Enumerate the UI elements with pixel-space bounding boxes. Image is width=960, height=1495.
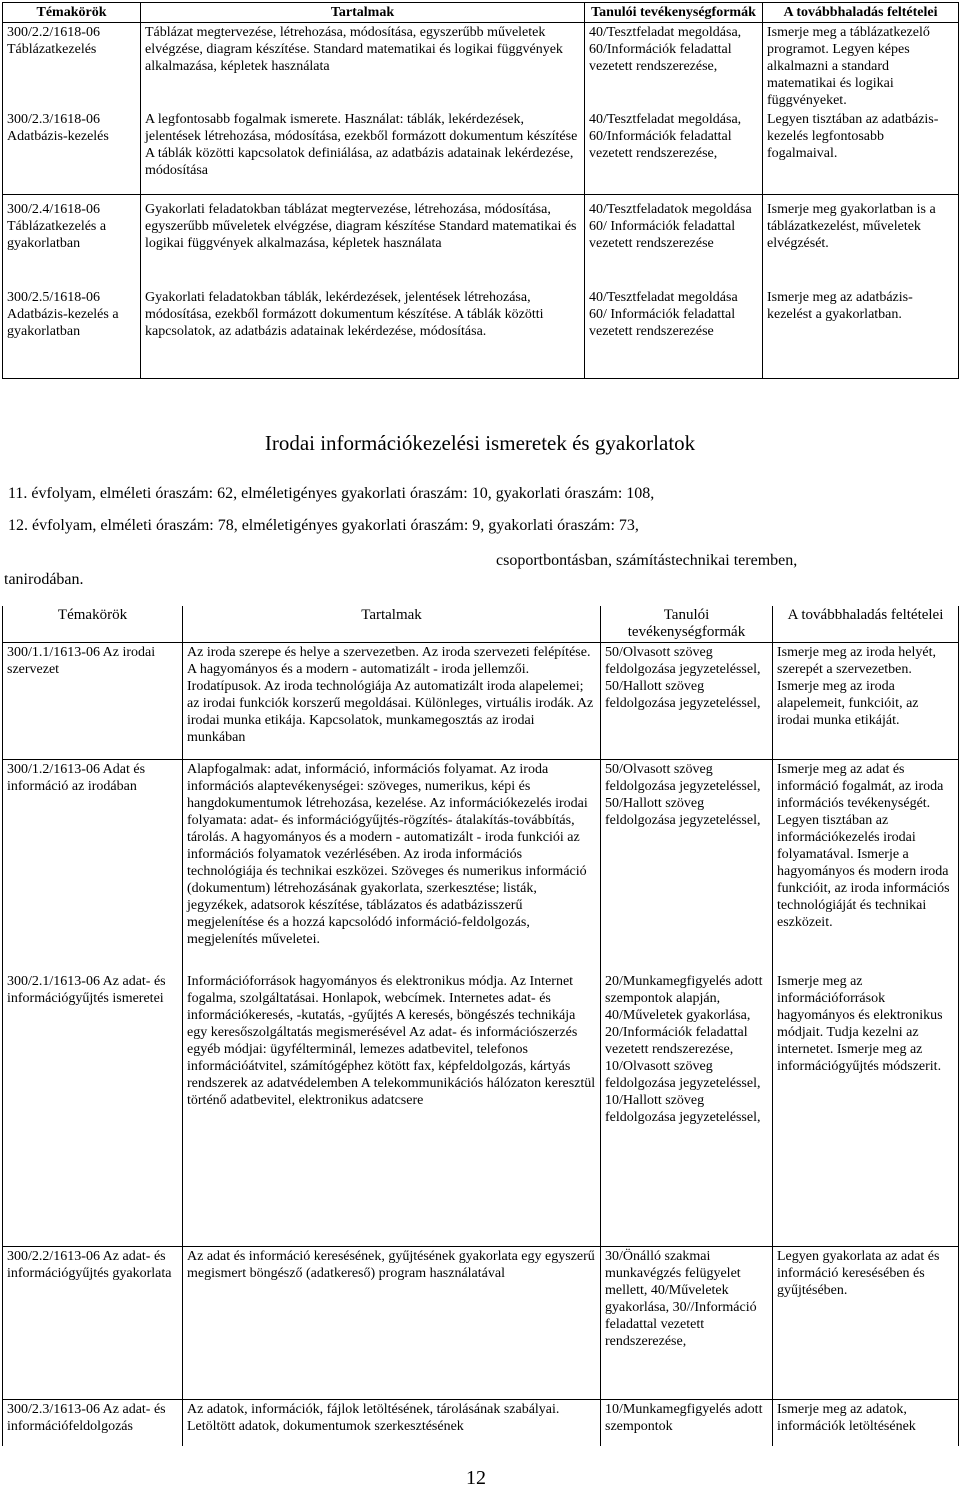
content-cell: A legfontosabb fogalmak ismerete. Használat: táblák, lekérdezések, jelentések létrehozása, módosítása, ezekből formázott dokumentum készítése A táblák közötti kapcsolatok definiálása, az adatbázis adatainak lekérdezése, módosítása	[141, 110, 585, 195]
condition-cell: Legyen tisztában az adatbázis-kezelés legfontosabb fogalmaival.	[763, 110, 959, 195]
table-row	[3, 195, 959, 289]
section-title: Irodai információkezelési ismeretek és gyakorlatok	[264, 431, 696, 455]
grade-12-hours: 12. évfolyam, elméleti óraszám: 78, elméletigényes gyakorlati óraszám: 9, gyakorlati óraszám: 73,	[8, 517, 639, 534]
activity-cell: 50/Olvasott szöveg feldolgozása jegyzeteléssel, 50/Hallott szöveg feldolgozása jegyzeteléssel,	[601, 643, 773, 760]
condition-cell: Ismerje meg az adatok, információk letöltésének	[773, 1400, 959, 1447]
header-activities: Tanulói tevékenységformák	[585, 3, 763, 23]
content-cell: Az adat és információ keresésének, gyűjtésének gyakorlata egy egyszerű megismert böngésző (adatkereső) program használatával	[183, 1247, 601, 1400]
topic-cell: 300/2.4/1618-06 Táblázatkezelés a gyakorlatban	[3, 195, 141, 289]
content-cell: Az adatok, információk, fájlok letöltésének, tárolásának szabályai. Letöltött adatok, dokumentumok szerkesztésének	[183, 1400, 601, 1447]
content-cell: Gyakorlati feladatokban táblázat megtervezése, létrehozása, módosítása, egyszerűbb műveletek elvégzése, diagram készítése Standard matematikai és logikai függvények alkalmazása, képletek használata	[141, 195, 585, 289]
topic-cell: 300/2.2/1618-06 Táblázatkezelés	[3, 23, 141, 111]
activity-cell: 30/Önálló szakmai munkavégzés felügyelet mellett, 40/Műveletek gyakorlása, 30//Információ feladattal vezetett rendszerezése,	[601, 1247, 773, 1400]
header-topics: Témakörök	[3, 3, 141, 23]
topic-cell: 300/2.5/1618-06 Adatbázis-kezelés a gyakorlatban	[3, 288, 141, 379]
condition-cell: Ismerje meg a táblázatkezelő programot. Legyen képes alkalmazni a standard matematikai és logikai függvényeket.	[763, 23, 959, 111]
topic-cell: 300/1.2/1613-06 Adat és információ az irodában	[3, 760, 183, 973]
condition-cell: Ismerje meg az iroda helyét, szerepét a szervezetben. Ismerje meg az iroda alapelemeit, funkcióit, az irodai munka etikáját.	[773, 643, 959, 760]
table-row	[3, 23, 959, 111]
table-row	[3, 1247, 959, 1400]
group-note: csoportbontásban, számítástechnikai teremben,	[496, 552, 798, 569]
header-conditions: A továbbhaladás feltételei	[773, 606, 959, 643]
activity-cell: 40/Tesztfeladat megoldása, 60/Információk feladattal vezetett rendszerezése,	[585, 110, 763, 195]
activity-cell: 10/Munkamegfigyelés adott szempontok	[601, 1400, 773, 1447]
header-contents: Tartalmak	[183, 606, 601, 643]
condition-cell: Ismerje meg az adat és információ fogalmát, az iroda információs tevékenységét. Legyen tisztában az információkezelés irodai folyamatával. Ismerje a hagyományos és modern iroda funkcióit, az iroda információs technológiáját és technikai eszközeit.	[773, 760, 959, 973]
condition-cell: Ismerje meg az információforrások hagyományos és elektronikus módjait. Tudja kezelni az internetet. Ismerje meg az információgyűjtés módszerit.	[773, 972, 959, 1247]
topic-cell: 300/2.3/1613-06 Az adat- és információfeldolgozás	[3, 1400, 183, 1447]
table-header-row	[3, 606, 959, 643]
activity-cell: 40/Tesztfeladat megoldása 60/ Információk feladattal vezetett rendszerezése	[585, 288, 763, 379]
content-cell: Információforrások hagyományos és elektronikus módja. Az Internet fogalma, szolgáltatásai. Honlapok, webcímek. Internetes adat- és információkeresés, -kutatás, -gyűjtés A keresés, böngészés technikája egy keresőszolgáltatás megismerésével Az adat- és információszerzés egyéb módjai: ügyfélterminál, lemezes adatbevitel, telefonos információátvitel, számítógéphez kötött fax, képfeldolgozás, kártyás rendszerek az adatvédelemben A telekommunikációs hálózaton keresztül történő adatbevitel, elektronikus adatcsere	[183, 972, 601, 1247]
grade-11-hours: 11. évfolyam, elméleti óraszám: 62, elméletigényes gyakorlati óraszám: 10, gyakorlati óraszám: 108,	[8, 485, 655, 502]
table-row	[3, 1400, 959, 1447]
page-number: 12	[466, 1467, 486, 1489]
condition-cell: Ismerje meg gyakorlatban is a táblázatkezelést, műveletek elvégzését.	[763, 195, 959, 289]
topic-cell: 300/2.3/1618-06 Adatbázis-kezelés	[3, 110, 141, 195]
content-cell: Gyakorlati feladatokban táblák, lekérdezések, jelentések létrehozása, módosítása, ezekből formázott dokumentum készítése. A táblák közötti kapcsolatok, az adatbázis adatainak lekérdezése, módosítása.	[141, 288, 585, 379]
topic-cell: 300/2.2/1613-06 Az adat- és információgyűjtés gyakorlata	[3, 1247, 183, 1400]
table-header-row	[3, 3, 959, 23]
header-conditions: A továbbhaladás feltételei	[763, 3, 959, 23]
table-row	[3, 760, 959, 973]
school-note: tanirodában.	[4, 571, 84, 588]
topic-cell: 300/2.1/1613-06 Az adat- és információgyűjtés ismeretei	[3, 972, 183, 1247]
header-topics: Témakörök	[3, 606, 183, 643]
curriculum-table-1	[2, 2, 959, 379]
content-cell: Az iroda szerepe és helye a szervezetben. Az iroda szervezeti felépítése. A hagyományos és a modern - automatizált - iroda jellemzői. Irodatípusok. Az iroda technológiája Az automatizált iroda alapelemei; az irodai funkciók korszerű megoldásai. Különleges, virtuális irodák. Az irodai munka etikája. Kapcsolatok, munkamegosztás az irodai munkában	[183, 643, 601, 760]
content-cell: Alapfogalmak: adat, információ, információs folyamat. Az iroda információs alaptevékenységei: szöveges, numerikus, képi és hangdokumentumok létrehozása, kezelése. Az információkezelés irodai folyamata: adat- és információgyűjtés-rögzítés- átalakítás-továbbítás, tárolás. A hagyományos és a modern - automatizált - iroda funkciói az információs folyamatok vezérlésében. Az iroda információs technológiája és technikai eszközei. Szöveges és numerikus információ (dokumentum) létrehozásának gyakorlata, szerkesztése; listák, jegyzékek, adatsorok készítése, táblázatos és adatbázisszerű megjelenítése és a hozzá kapcsolódó információ-feldolgozás, megjelenítés műveletei.	[183, 760, 601, 973]
table-row	[3, 110, 959, 195]
header-contents: Tartalmak	[141, 3, 585, 23]
header-activities: Tanulói tevékenységformák	[601, 606, 773, 643]
curriculum-table-2	[2, 606, 959, 1446]
table-row	[3, 972, 959, 1247]
activity-cell: 40/Tesztfeladatok megoldása 60/ Információk feladattal vezetett rendszerezése	[585, 195, 763, 289]
activity-cell: 40/Tesztfeladat megoldása, 60/Információk feladattal vezetett rendszerezése,	[585, 23, 763, 111]
activity-cell: 50/Olvasott szöveg feldolgozása jegyzeteléssel, 50/Hallott szöveg feldolgozása jegyzeteléssel,	[601, 760, 773, 973]
condition-cell: Legyen gyakorlata az adat és információ keresésében és gyűjtésében.	[773, 1247, 959, 1400]
activity-cell: 20/Munkamegfigyelés adott szempontok alapján, 40/Műveletek gyakorlása, 20/Információk feladattal vezetett rendszerezése, 10/Olvasott szöveg feldolgozása jegyzeteléssel, 10/Hallott szöveg feldolgozása jegyzeteléssel,	[601, 972, 773, 1247]
topic-cell: 300/1.1/1613-06 Az irodai szervezet	[3, 643, 183, 760]
content-cell: Táblázat megtervezése, létrehozása, módosítása, egyszerűbb műveletek elvégzése, diagram készítése. Standard matematikai és logikai függvények alkalmazása, képletek használata	[141, 23, 585, 111]
table-row	[3, 288, 959, 379]
condition-cell: Ismerje meg az adatbázis-kezelést a gyakorlatban.	[763, 288, 959, 379]
table-row	[3, 643, 959, 760]
